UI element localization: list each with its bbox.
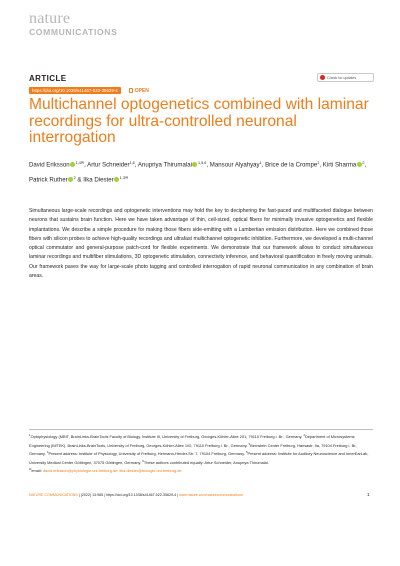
author-affiliation: 1,4✉ (75, 161, 85, 165)
author-name[interactable]: Patrick Ruther (29, 176, 68, 184)
orcid-icon[interactable] (114, 177, 119, 182)
footnote-divider (29, 429, 373, 430)
author-name[interactable]: Anupriya Thirumalai (137, 161, 192, 169)
doi-link[interactable]: https://doi.org/10.1038/s41467-022-35629-4 (29, 87, 121, 94)
page-footer (29, 493, 374, 497)
journal-logo[interactable] (29, 11, 117, 37)
author-list: David Eriksson $^{1,4✉}$, Artur Schneider$^{1,6}$, Anupriya Thirumalai $^{1,5,6}$, Mansour Alyahyay$^1$, Brice de la Crompe$^1$, Kirti Sharma $^2$, Patrick Ruther $^2$ & Ilka Diester $^{1,3✉}$ (29, 161, 367, 184)
check-updates-label: Check for updates (327, 75, 357, 80)
logo-word: nature (29, 10, 71, 27)
affiliations-footnotes: $^1$Optophysiology (MBIT, BrainLinks-BrainTools Faculty of Biology, Institute III, University of Freiburg, Georges-Köhler-Allee 201, 79110 Freiburg i. Br., Germany. $^2$Department of Microsystems Engineering (IMTEK), BrainLinks-BrainTools, University of Freiburg, Georges-Köhler-Allee 102, 79110 Freiburg i. Br., Germany. $^3$Bernstein Center Freiburg, Hansastr. 9a, 79104 Freiburg i. Br., Germany. $^4$Present address: Institute of Physiology, University of Freiburg, Hermann-Herder-Str. 7, 79104 Freiburg, Germany. $^5$Present address: Institute for Auditory Neuroscience and InnerEarLab, University Medical Center Göttingen, 37075 Göttingen, Germany. $^6$These authors contributed equally: Artur Schneider, Anupriya Thirumalai. ✉email: david.eriksson@physiologie.uni-freiburg.de; ilka.diester@biologie.uni-freiburg.de (29, 433, 369, 474)
present-address-5: Present address: Institute for Auditory Neuroscience and InnerEarLab, University Medical Center Göttingen, 37075 Göttingen, Germany. (29, 450, 369, 465)
email-label: email: (31, 468, 42, 474)
author-name[interactable]: Kirti Sharma (322, 161, 357, 169)
check-updates-button[interactable] (317, 73, 374, 82)
author-affiliation: 1,6 (129, 161, 135, 165)
logo-subtitle: COMMUNICATIONS (29, 27, 118, 37)
email-addresses[interactable]: david.eriksson@physiologie.uni-freiburg.de; ilka.diester@biologie.uni-freiburg.de (42, 468, 182, 474)
author-affiliation: 2 (362, 161, 365, 165)
author-affiliation: 1 (259, 161, 262, 165)
open-lock-icon (129, 88, 133, 93)
present-address-4: Present address: Institute of Physiology, University of Freiburg, Hermann-Herder-Str. 7, 79104 Freiburg, Germany. (48, 450, 245, 456)
author-name[interactable]: Brice de la Crompe (265, 161, 318, 169)
orcid-icon[interactable] (68, 177, 73, 182)
author-name[interactable]: Mansour Alyahyay (209, 161, 260, 169)
orcid-icon[interactable] (70, 162, 75, 167)
author-affiliation: 1,5,6 (197, 161, 207, 165)
affiliation-3: Bernstein Center Freiburg, Hansastr. 9a, 79104 Freiburg i. Br., Germany. (29, 442, 358, 456)
affiliation-2: Department of Microsystems Engineering (IMTEK), BrainLinks-BrainTools, University of Freiburg, Georges-Köhler-Allee 102, 79110 Freiburg i. Br., Germany. (29, 433, 355, 448)
abstract: Simultaneous large-scale recordings and optogenetic interventions may hold the key to deciphering the fast-paced and multifaceted dialogue between neurons that sustains brain function. Here we have taken advantage of thin, cell-sized, optical fibers for minimally invasive optogenetics and flexible implantations. We describe a simple procedure for making those fibers side-emitting with a Lambertian emission distribution. Here we combined those fibers with silicon probes to achieve high-quality recordings and ultrafast multichannel optogenetic inhibition. Furthermore, we developed a multi-channel optical commutator and general-purpose patch-cord for flexible experiments. We demonstrate that our framework allows to conduct simultaneous laminar recordings and multifiber stimulations, 3D optogenetic stimulation, connectivity inference, and behavioral quantification in freely moving animals. Our framework paves the way for large-scale photo tagging and controlled interrogation of rapid neuronal communication in any combination of brain areas. (29, 208, 373, 280)
open-access-badge (129, 88, 149, 94)
footer-citation: | (2022) 13:985 | https://doi.org/10.1038/s41467-022-35629-4 | (77, 493, 180, 497)
author-name[interactable]: David Eriksson (29, 161, 70, 169)
open-access-label: OPEN (134, 87, 149, 94)
footer-journal: NATURE COMMUNICATIONS (29, 493, 78, 497)
affiliation-1: Optophysiology (MBIT, BrainLinks-BrainTools Faculty of Biology, Institute III, University of Freiburg, Georges-Köhler-Allee 201, 79110 Freiburg i. Br., Germany. (30, 433, 303, 439)
author-affiliation: 1,3✉ (119, 176, 129, 181)
article-type: ARTICLE (29, 74, 67, 83)
article-title: Multichannel optogenetics combined with laminar recordings for ultra-controlled neuronal interrogation (29, 96, 369, 147)
author-name[interactable]: Artur Schneider (87, 161, 130, 169)
updates-icon (320, 75, 325, 80)
doi-row (29, 87, 149, 94)
author-affiliation: 1 (317, 161, 320, 165)
page-number: 1 (367, 492, 370, 497)
orcid-icon[interactable] (192, 162, 197, 167)
author-name[interactable]: Ilka Diester (83, 176, 114, 184)
author-affiliation: 2 (73, 176, 76, 181)
footer-url[interactable]: www.nature.com/naturecommunications (179, 493, 243, 497)
equal-contribution-note: These authors contributed equally: Artur Schneider, Anupriya Thirumalai. (143, 459, 269, 465)
